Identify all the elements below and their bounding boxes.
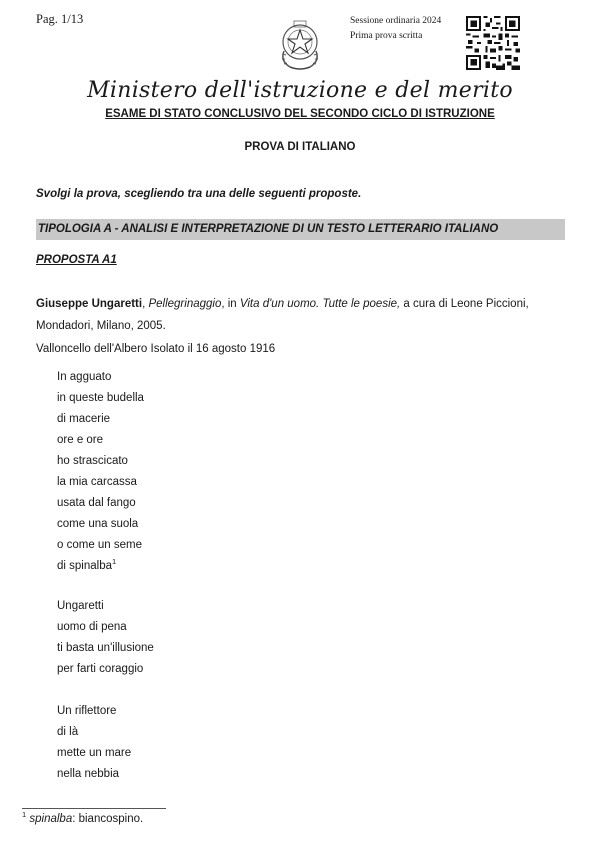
instruction-text: Svolgi la prova, scegliendo tra una delle seguenti proposte. (36, 188, 362, 200)
citation-title: Pellegrinaggio (148, 298, 222, 310)
poem-line-text: di spinalba (57, 560, 112, 572)
footnote (22, 810, 144, 825)
exam-line: Prima prova scritta (350, 31, 423, 41)
footnote-divider (22, 808, 166, 809)
republic-emblem-icon (276, 15, 324, 71)
poem-line: la mia carcassa (57, 476, 137, 488)
poem-dateline: Valloncello dell'Albero Isolato il 16 agosto 1916 (36, 343, 276, 355)
poem-line: Ungaretti (57, 600, 104, 612)
poem-line: o come un seme (57, 539, 143, 551)
page-number: Pag. 1/13 (36, 12, 84, 26)
poem-line: per farti coraggio (57, 663, 144, 675)
poem-line: Un riflettore (57, 705, 117, 717)
session-info (350, 14, 441, 44)
poem-line: In agguato (57, 371, 112, 383)
footnote-term: spinalba (29, 813, 73, 825)
poem-line: ho strascicato (57, 455, 128, 467)
citation-author: Giuseppe Ungaretti (36, 298, 143, 310)
poem-line: nella nebbia (57, 768, 120, 780)
citation-separator: , (142, 298, 149, 310)
poem-line: in queste budella (57, 392, 144, 404)
bibliography-citation (36, 293, 566, 337)
poem-line: uomo di pena (57, 621, 127, 633)
footnote-number: 1 (22, 810, 27, 820)
citation-publisher: a cura di Leone Piccioni, Mondadori, Milano, 2005. (36, 298, 529, 332)
prova-title: PROVA DI ITALIANO (244, 141, 356, 153)
exam-title: ESAME DI STATO CONCLUSIVO DEL SECONDO CICLO DI ISTRUZIONE (105, 108, 495, 120)
poem-stanza (57, 701, 131, 785)
footnote-definition: : biancospino. (72, 813, 144, 825)
ministry-heading: Ministero dell'istruzione e del merito (87, 78, 513, 103)
tipologia-banner: TIPOLOGIA A - ANALISI E INTERPRETAZIONE DI UN TESTO LETTERARIO ITALIANO (36, 219, 565, 240)
citation-book: Vita d'un uomo. Tutte le poesie, (239, 298, 401, 310)
qr-code-icon (466, 16, 520, 70)
citation-separator: , in (221, 298, 240, 310)
poem-stanza (57, 367, 144, 577)
poem-line: usata dal fango (57, 497, 136, 509)
poem-line: di macerie (57, 413, 111, 425)
proposta-heading: PROPOSTA A1 (36, 254, 117, 266)
session-line: Sessione ordinaria 2024 (350, 16, 442, 26)
poem-line: ore e ore (57, 434, 104, 446)
poem-line (57, 556, 144, 577)
poem-line: come una suola (57, 518, 139, 530)
poem-line: mette un mare (57, 747, 132, 759)
footnote-marker: 1 (111, 557, 117, 567)
poem-line: ti basta un'illusione (57, 642, 154, 654)
poem-stanza (57, 596, 154, 680)
poem-line: di là (57, 726, 79, 738)
